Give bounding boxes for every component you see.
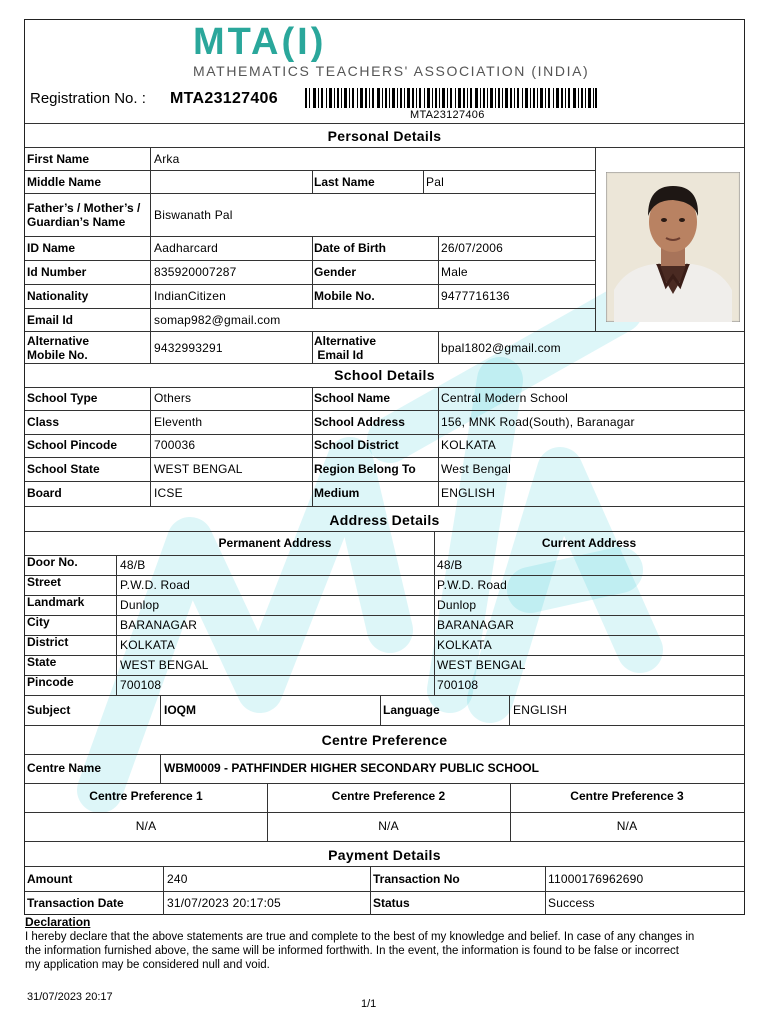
medium-label: Medium xyxy=(314,486,360,500)
barcode-text: MTA23127406 xyxy=(410,109,485,121)
language-value: ENGLISH xyxy=(513,703,568,717)
logo-subtitle: MATHEMATICS TEACHERS' ASSOCIATION (INDIA) xyxy=(193,63,590,79)
centre-preference-2-value: N/A xyxy=(378,819,399,833)
school-state-label: School State xyxy=(27,462,100,476)
school-type-value: Others xyxy=(154,391,192,405)
amount-value: 240 xyxy=(167,872,188,886)
board-label: Board xyxy=(27,486,62,500)
permanent-address-header: Permanent Address xyxy=(218,536,332,550)
address-details-title: Address Details xyxy=(329,512,440,528)
dob-value: 26/07/2006 xyxy=(441,241,504,255)
id-name-label: ID Name xyxy=(27,241,76,255)
region-value: West Bengal xyxy=(441,462,512,476)
door-no-label: Door No. xyxy=(27,555,78,569)
current-address-header: Current Address xyxy=(541,536,637,550)
status-value: Success xyxy=(548,896,595,910)
alt-email-label-line1: Alternative xyxy=(314,334,377,348)
school-details-title: School Details xyxy=(334,367,435,383)
page-number: 1/1 xyxy=(361,998,377,1010)
candidate-photo xyxy=(606,172,740,322)
landmark-label: Landmark xyxy=(27,595,85,609)
gender-label: Gender xyxy=(314,265,357,279)
declaration-line-1: I hereby declare that the above statements are true and complete to the best of my knowledge and belief. In case of any changes in xyxy=(25,931,695,943)
medium-value: ENGLISH xyxy=(441,486,496,500)
landmark-current: Dunlop xyxy=(437,598,477,612)
state-current: WEST BENGAL xyxy=(437,658,526,672)
school-pincode-value: 700036 xyxy=(154,438,196,452)
school-name-label: School Name xyxy=(314,391,391,405)
school-state-value: WEST BENGAL xyxy=(154,462,243,476)
door-no-current: 48/B xyxy=(437,558,463,572)
transaction-date-value: 31/07/2023 20:17:05 xyxy=(167,896,281,910)
registration-label: Registration No. : xyxy=(30,90,146,107)
mobile-label: Mobile No. xyxy=(314,289,375,303)
id-number-label: Id Number xyxy=(27,265,87,279)
pincode-permanent: 700108 xyxy=(120,678,162,692)
school-district-label: School District xyxy=(314,438,399,452)
district-permanent: KOLKATA xyxy=(120,638,175,652)
pincode-current: 700108 xyxy=(437,678,479,692)
centre-name-label: Centre Name xyxy=(27,761,102,775)
transaction-no-label: Transaction No xyxy=(373,872,460,886)
declaration-line-2: the information furnished above, the same will be informed forthwith. In the event, the information is found to be false or incorrect xyxy=(25,945,679,957)
guardian-label-line1: Father’s / Mother’s / xyxy=(27,201,141,215)
status-label: Status xyxy=(373,896,410,910)
school-type-label: School Type xyxy=(27,391,98,405)
subject-value: IOQM xyxy=(164,703,196,717)
centre-preference-1-value: N/A xyxy=(135,819,157,833)
school-pincode-label: School Pincode xyxy=(27,438,118,452)
logo-title: MTA(I) xyxy=(193,21,327,63)
region-label: Region Belong To xyxy=(314,462,416,476)
personal-details-title: Personal Details xyxy=(327,128,442,144)
alt-mobile-value: 9432993291 xyxy=(154,341,223,355)
centre-preference-title: Centre Preference xyxy=(321,732,448,748)
print-timestamp: 31/07/2023 20:17 xyxy=(27,991,113,1003)
city-label: City xyxy=(27,615,50,629)
pincode-label: Pincode xyxy=(27,675,74,689)
id-name-value: Aadharcard xyxy=(154,241,219,255)
state-label: State xyxy=(27,655,57,669)
application-form xyxy=(24,19,745,915)
class-value: Eleventh xyxy=(154,415,203,429)
guardian-label-line2: Guardian’s Name xyxy=(27,215,126,229)
centre-preference-1-label: Centre Preference 1 xyxy=(89,789,203,803)
guardian-value: Biswanath Pal xyxy=(154,208,233,222)
district-label: District xyxy=(27,635,69,649)
street-label: Street xyxy=(27,575,62,589)
centre-preference-3-label: Centre Preference 3 xyxy=(570,789,684,803)
language-label: Language xyxy=(383,703,440,717)
declaration-line-3: my application may be considered null and void. xyxy=(25,959,270,971)
email-label: Email Id xyxy=(27,313,74,327)
middle-name-label: Middle Name xyxy=(27,175,102,189)
last-name-value: Pal xyxy=(426,175,444,189)
amount-label: Amount xyxy=(27,872,73,886)
alt-email-value: bpal1802@gmail.com xyxy=(441,341,561,355)
alt-mobile-label-line2: Mobile No. xyxy=(27,348,88,362)
city-current: BARANAGAR xyxy=(437,618,515,632)
street-permanent: P.W.D. Road xyxy=(120,578,191,592)
school-address-value: 156, MNK Road(South), Baranagar xyxy=(441,415,635,429)
email-value: somap982@gmail.com xyxy=(154,313,281,327)
school-district-value: KOLKATA xyxy=(441,438,496,452)
district-current: KOLKATA xyxy=(437,638,492,652)
first-name-value: Arka xyxy=(154,152,180,166)
id-number-value: 835920007287 xyxy=(154,265,237,279)
board-value: ICSE xyxy=(154,486,183,500)
last-name-label: Last Name xyxy=(314,175,375,189)
state-permanent: WEST BENGAL xyxy=(120,658,209,672)
school-address-label: School Address xyxy=(314,415,405,429)
alt-email-label-line2: Email Id xyxy=(314,348,364,362)
transaction-no-value: 11000176962690 xyxy=(548,872,644,886)
centre-preference-3-value: N/A xyxy=(616,819,638,833)
dob-label: Date of Birth xyxy=(314,241,386,255)
first-name-label: First Name xyxy=(27,152,90,166)
nationality-label: Nationality xyxy=(27,289,89,303)
subject-label: Subject xyxy=(27,703,71,717)
school-name-value: Central Modern School xyxy=(441,391,568,405)
mobile-value: 9477716136 xyxy=(441,289,510,303)
alt-mobile-label-line1: Alternative xyxy=(27,334,90,348)
centre-preference-2-label: Centre Preference 2 xyxy=(331,789,446,803)
centre-name-value: WBM0009 - PATHFINDER HIGHER SECONDARY PUBLIC SCHOOL xyxy=(164,761,539,775)
city-permanent: BARANAGAR xyxy=(120,618,198,632)
registration-number: MTA23127406 xyxy=(170,90,278,107)
street-current: P.W.D. Road xyxy=(437,578,508,592)
gender-value: Male xyxy=(441,265,468,279)
payment-details-title: Payment Details xyxy=(328,847,441,863)
class-label: Class xyxy=(27,415,60,429)
nationality-value: IndianCitizen xyxy=(154,289,226,303)
landmark-permanent: Dunlop xyxy=(120,598,160,612)
door-no-permanent: 48/B xyxy=(120,558,146,572)
declaration-title: Declaration xyxy=(25,915,91,929)
transaction-date-label: Transaction Date xyxy=(27,896,124,910)
